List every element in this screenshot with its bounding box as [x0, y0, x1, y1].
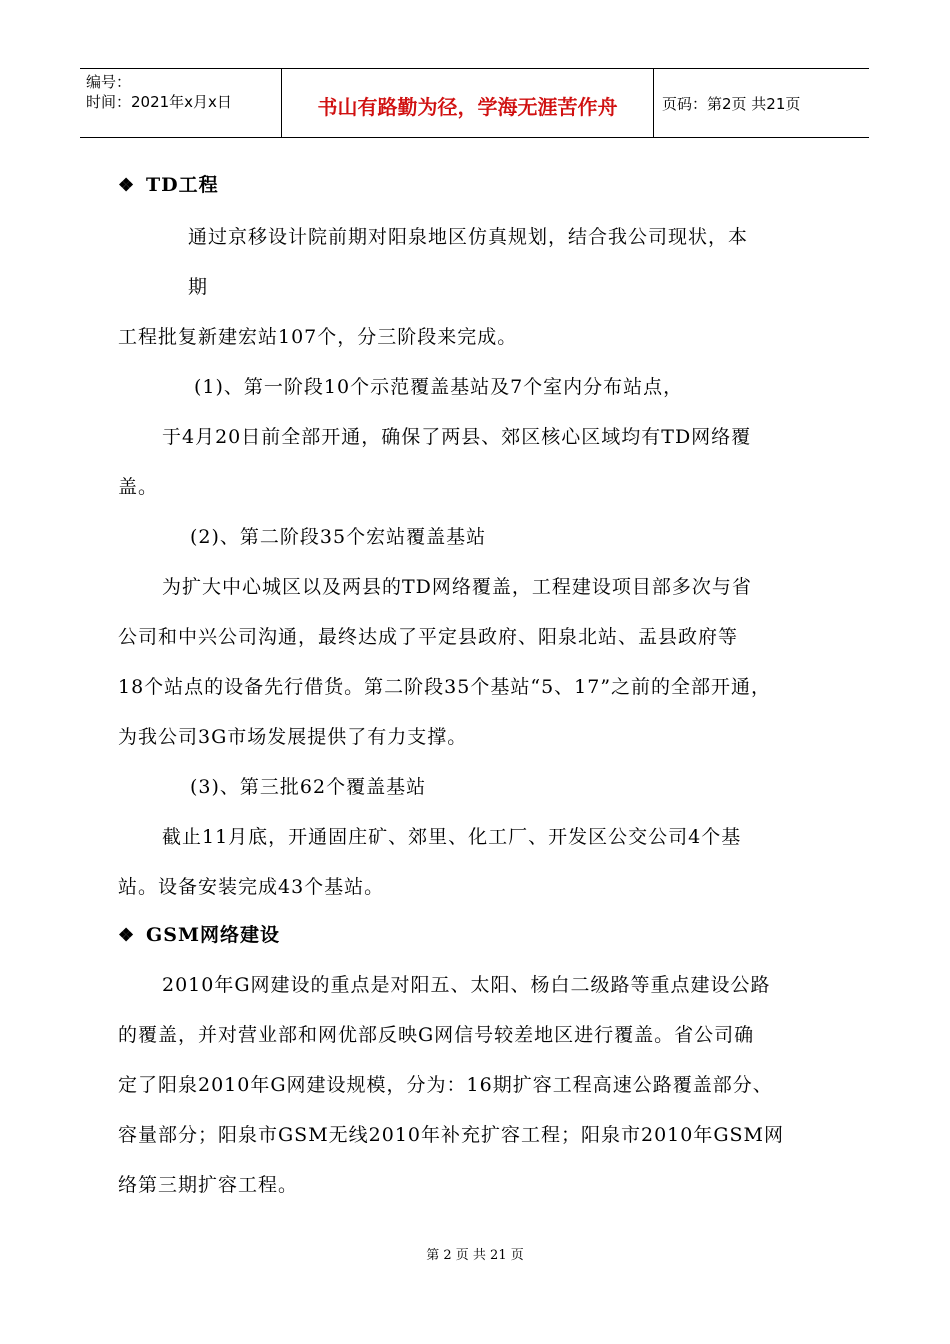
paragraph-line: (3)、第三批62个覆盖基站 — [190, 776, 427, 798]
section-heading-gsm — [118, 920, 280, 947]
section-title: TD工程 — [146, 174, 219, 196]
paragraph-line: 通过京移设计院前期对阳泉地区仿真规划，结合我公司现状，本 — [188, 226, 749, 248]
paragraph-line: 期 — [188, 276, 209, 298]
paragraph-line: 于4月20日前全部开通，确保了两县、郊区核心区域均有TD网络覆 — [162, 426, 752, 448]
paragraph-line: 公司和中兴公司沟通，最终达成了平定县政府、阳泉北站、盂县政府等 — [118, 626, 739, 648]
paragraph-line: 容量部分；阳泉市GSM无线2010年补充扩容工程；阳泉市2010年GSM网 — [118, 1124, 785, 1146]
paragraph-line: 为扩大中心城区以及两县的TD网络覆盖，工程建设项目部多次与省 — [162, 576, 752, 598]
diamond-bullet-icon: ❖ — [118, 925, 136, 946]
section-heading-td — [118, 170, 219, 197]
diamond-bullet-icon: ❖ — [118, 175, 136, 196]
paragraph-line: 截止11月底，开通固庄矿、郊里、化工厂、开发区公交公司4个基 — [162, 826, 742, 848]
paragraph-line: (1)、第一阶段10个示范覆盖基站及7个室内分布站点， — [194, 376, 684, 398]
paragraph-line: 站。设备安装完成43个基站。 — [118, 876, 385, 898]
document-time: 时间：2021年x月x日 — [86, 93, 232, 111]
paragraph-line: 络第三期扩容工程。 — [118, 1174, 299, 1196]
paragraph-line: 盖。 — [118, 476, 159, 498]
paragraph-line: 定了阳泉2010年G网建设规模，分为：16期扩容工程高速公路覆盖部分、 — [118, 1074, 773, 1096]
paragraph-line: 工程批复新建宏站107个，分三阶段来完成。 — [118, 326, 518, 348]
paragraph-line: 的覆盖，并对营业部和网优部反映G网信号较差地区进行覆盖。省公司确 — [118, 1024, 755, 1046]
document-number: 编号： — [86, 73, 132, 91]
paragraph-line: 2010年G网建设的重点是对阳五、太阳、杨白二级路等重点建设公路 — [162, 974, 771, 996]
paragraph-line: 为我公司3G市场发展提供了有力支撑。 — [118, 726, 468, 748]
paragraph-line: (2)、第二阶段35个宏站覆盖基站 — [190, 526, 487, 548]
page-footer: 第 2 页 共 21 页 — [426, 1248, 524, 1263]
header-page-info: 页码：第2页 共21页 — [662, 94, 801, 113]
header-meta — [80, 69, 282, 137]
paragraph-line: 18个站点的设备先行借货。第二阶段35个基站“5、17”之前的全部开通， — [118, 676, 772, 698]
section-title: GSM网络建设 — [146, 924, 280, 946]
header-motto: 书山有路勤为径，学海无涯苦作舟 — [282, 69, 654, 137]
page-header — [80, 68, 869, 138]
